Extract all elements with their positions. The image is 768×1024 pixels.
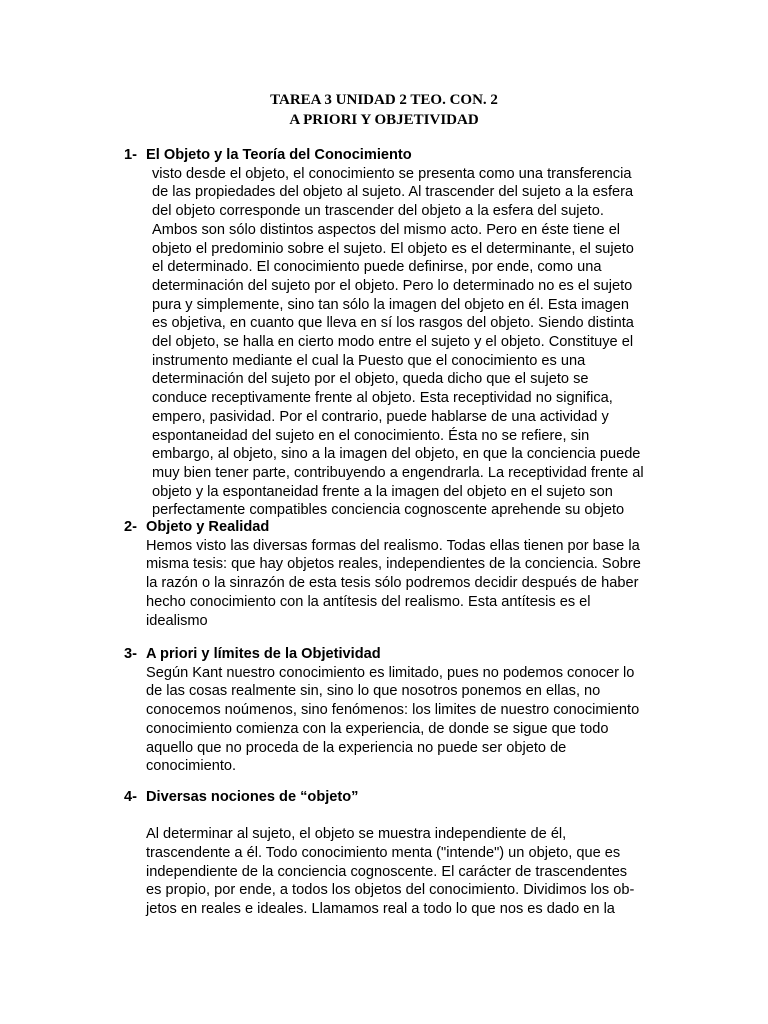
section-title: Objeto y Realidad <box>146 519 270 535</box>
paragraph-line: determinación del sujeto por el objeto. Pero lo determinado no es el sujeto <box>152 277 633 294</box>
section-title: El Objeto y la Teoría del Conocimiento <box>146 147 412 163</box>
paragraph-line: de las cosas realmente sin, sino lo que nosotros ponemos en ellas, no <box>146 683 601 700</box>
paragraph-line: embargo, al objeto, sino a la imagen del objeto, en que la conciencia puede <box>152 446 641 463</box>
paragraph-line: Según Kant nuestro conocimiento es limitado, pues no podemos conocer lo <box>146 664 635 681</box>
section-title: Diversas nociones de “objeto” <box>146 789 359 805</box>
section-3 <box>124 645 684 776</box>
paragraph-line: conocimiento. <box>146 758 237 775</box>
section-2 <box>124 518 684 630</box>
section-number: 3- <box>124 646 137 662</box>
paragraph-line: el determinado. El conocimiento puede definirse, por ende, como una <box>152 259 602 276</box>
paragraph-line: instrumento mediante el cual la Puesto que el conocimiento es una <box>152 352 586 369</box>
paragraph-line: idealismo <box>146 612 208 629</box>
paragraph-line: hecho conocimiento con la antítesis del realismo. Esta antítesis es el <box>146 593 591 610</box>
paragraph-line: determinación del sujeto por el objeto, queda dicho que el sujeto se <box>152 371 589 388</box>
paragraph-line: independiente de la conciencia cognoscente. El carácter de trascendentes <box>146 863 628 880</box>
paragraph-line: conocimiento comienza con la experiencia, de donde se sigue que todo <box>146 720 609 737</box>
section-heading <box>124 645 684 664</box>
section-body <box>146 664 684 776</box>
paragraph-line: es objetiva, en cuanto que lleva en sí los rasgos del objeto. Siendo distinta <box>152 315 634 332</box>
paragraph-line: Ambos son sólo distintos aspectos del mismo acto. Pero en éste tiene el <box>152 221 621 238</box>
paragraph-line: Al determinar al sujeto, el objeto se muestra independiente de él, <box>146 826 567 843</box>
section-number: 2- <box>124 519 137 535</box>
section-1 <box>124 146 684 520</box>
paragraph-line: la razón o la sinrazón de esta tesis sólo podremos decidir después de haber <box>146 575 639 592</box>
section-4 <box>124 788 684 919</box>
paragraph-line: objeto el predominio sobre el sujeto. El objeto es el determinante, el sujeto <box>152 240 634 257</box>
paragraph-line: trascendente a él. Todo conocimiento menta ("intende") un objeto, que es <box>146 845 621 862</box>
title-line-2: A PRIORI Y OBJETIVIDAD <box>289 112 479 128</box>
document-title <box>0 90 768 130</box>
section-heading <box>124 518 684 537</box>
title-line-1: TAREA 3 UNIDAD 2 TEO. CON. 2 <box>270 92 498 108</box>
section-heading <box>124 788 684 807</box>
section-title: A priori y límites de la Objetividad <box>146 646 381 662</box>
paragraph-line: misma tesis: que hay objetos reales, independientes de la conciencia. Sobre <box>146 556 641 573</box>
section-heading <box>124 146 684 165</box>
paragraph-line: del objeto corresponde un trascender del objeto a la esfera del sujeto. <box>152 203 604 220</box>
paragraph-line: aquello que no proceda de la experiencia no puede ser objeto de <box>146 739 567 756</box>
paragraph-line: perfectamente compatibles conciencia cognoscente aprehende su objeto <box>152 502 625 519</box>
section-number: 1- <box>124 147 137 163</box>
paragraph-line: es propio, por ende, a todos los objetos del conocimiento. Dividimos los ob- <box>146 882 635 899</box>
section-number: 4- <box>124 789 137 805</box>
paragraph-line: visto desde el objeto, el conocimiento se presenta como una transferencia <box>152 165 632 182</box>
paragraph-line: empero, pasividad. Por el contrario, puede hablarse de una actividad y <box>152 408 609 425</box>
paragraph-line: conduce receptivamente frente al objeto. Esta receptividad no significa, <box>152 390 613 407</box>
paragraph-line: objeto y la espontaneidad frente a la imagen del objeto en el sujeto son <box>152 483 613 500</box>
section-body <box>146 537 684 631</box>
paragraph-line: del objeto, se halla en cierto modo entre el sujeto y el objeto. Constituye el <box>152 334 634 351</box>
paragraph-line: Hemos visto las diversas formas del realismo. Todas ellas tienen por base la <box>146 537 640 554</box>
paragraph-line: jetos en reales e ideales. Llamamos real a todo lo que nos es dado en la <box>146 901 615 918</box>
section-body <box>152 165 684 520</box>
paragraph-line: espontaneidad del sujeto en el conocimiento. Ésta no se refiere, sin <box>152 427 590 444</box>
paragraph-line: conocemos noúmenos, sino fenómenos: los limites de nuestro conocimiento <box>146 702 640 719</box>
section-body <box>146 825 684 919</box>
paragraph-line: de las propiedades del objeto al sujeto. Al trascender del sujeto a la esfera <box>152 184 634 201</box>
paragraph-line: muy bien tener parte, contribuyendo a engendrarla. La receptividad frente al <box>152 464 644 481</box>
paragraph-line: pura y simplemente, sino tan sólo la imagen del objeto en él. Esta imagen <box>152 296 630 313</box>
